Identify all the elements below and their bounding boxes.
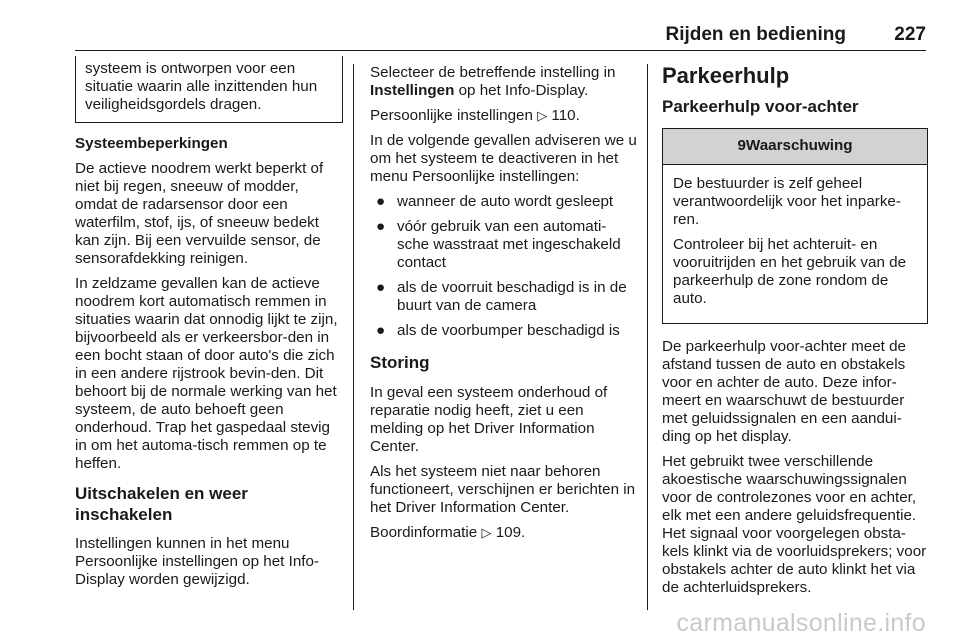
bullet-icon: ● xyxy=(376,193,386,210)
list-item: ● vóór gebruik van een automati-sche wasstraat met ingeschakeld contact xyxy=(376,218,621,271)
onoff-paragraph: Instellingen kunnen in het menu Persoonlijke instellingen op het Info-Display worden gewijzigd. xyxy=(75,535,319,588)
page-number: 227 xyxy=(894,24,926,45)
personal-settings-text: Persoonlijke instellingen xyxy=(370,107,533,124)
warning-title: Waarschuwing xyxy=(745,137,853,154)
settings-text-pre: Selecteer de betreffende instelling in xyxy=(370,64,616,81)
deactivate-paragraph: In de volgende gevallen adviseren we u om het systeem te deactiveren in het menu Persoonlijke instellingen: xyxy=(370,132,637,185)
warning-body xyxy=(663,165,927,323)
list-item: ● als de voorbumper beschadigd is xyxy=(376,322,620,339)
personal-settings-page[interactable]: 110. xyxy=(551,107,580,124)
list-item: ● wanneer de auto wordt gesleept xyxy=(376,193,614,210)
fault-paragraph-2: Als het systeem niet naar behoren functioneert, verschijnen er berichten in het Driver Information Center. xyxy=(370,463,636,516)
parking-subheading: Parkeerhulp voor-achter xyxy=(662,97,859,116)
warning-triangle-icon: 9 xyxy=(737,137,746,154)
settings-keyword: Instellingen xyxy=(370,82,455,99)
vehicle-info-page[interactable]: 109. xyxy=(495,524,526,541)
column-2 xyxy=(370,64,638,549)
deactivate-list xyxy=(370,193,638,340)
settings-paragraph xyxy=(370,64,638,100)
list-item: ● als de voorruit beschadigd is in de buurt van de camera xyxy=(376,279,627,314)
limitations-heading: Systeembeperkingen xyxy=(75,135,228,152)
column-1 xyxy=(75,60,343,596)
warning-header xyxy=(663,129,927,165)
reference-arrow-icon: ▷ xyxy=(481,525,492,540)
column-divider-2 xyxy=(647,64,648,610)
limitations-paragraph-1: De actieve noodrem werkt beperkt of niet bij regen, sneeuw of modder, omdat de radarsensor door een waterfilm, stof, ijs, of sneeuw bedekt kan zijn. Bij een vervuilde sensor, de sensorafdekking reinigen. xyxy=(75,160,324,267)
parking-paragraph-2: Het gebruikt twee verschillende akoestische waarschuwingssignalen voor de controlezones voor en achter, elk met een andere geluidsfrequentie. Het signaal voor voorgelegen obsta-kels klinkt via de voorluidsprekers; voor obstakels achter de auto klinkt het via de achterluidsprekers. xyxy=(662,453,927,596)
box-text: systeem is ontworpen voor een situatie waarin alle inzittenden hun veiligheidsgordels dragen. xyxy=(85,60,318,113)
warning-box xyxy=(662,128,928,324)
personal-settings-ref xyxy=(370,107,638,125)
warning-paragraph-2: Controleer bij het achteruit- en vooruitrijden en het gebruik van de parkeerhulp de zone rondom de auto. xyxy=(673,236,907,307)
column-divider-1 xyxy=(353,64,354,610)
warning-paragraph-1: De bestuurder is zelf geheel verantwoordelijk voor het inparke-ren. xyxy=(673,175,901,228)
watermark[interactable]: carmanualsonline.info xyxy=(676,609,926,637)
parking-paragraph-1: De parkeerhulp voor-achter meet de afstand tussen de auto en obstakels voor en achter de auto. Deze infor-meert en waarschuwt de bestuurder met geluidssignalen en een aandui-ding op het display. xyxy=(662,338,906,445)
parking-heading: Parkeerhulp xyxy=(662,63,790,88)
reference-arrow-icon: ▷ xyxy=(537,108,548,123)
vehicle-info-text: Boordinformatie xyxy=(370,524,478,541)
section-title: Rijden en bediening xyxy=(665,24,846,45)
column-3 xyxy=(662,64,928,604)
fault-heading: Storing xyxy=(370,353,430,372)
bullet-icon: ● xyxy=(376,279,386,296)
fault-paragraph-1: In geval een systeem onderhoud of reparatie nodig heeft, ziet u een melding op het Driver Information Center. xyxy=(370,384,608,455)
page-header xyxy=(75,22,926,51)
continued-note-box xyxy=(75,56,343,123)
bullet-icon: ● xyxy=(376,218,386,235)
settings-text-post: op het Info-Display. xyxy=(454,82,589,99)
bullet-icon: ● xyxy=(376,322,386,339)
onoff-heading: Uitschakelen en weer inschakelen xyxy=(75,484,248,524)
fault-paragraph-3 xyxy=(370,524,638,542)
limitations-paragraph-2: In zeldzame gevallen kan de actieve noodrem kort automatisch remmen in situaties waarin dat onnodig lijkt te zijn, bijvoorbeeld als er verkeersbor-den in een bocht staan of door auto's die zich in een andere rijstrook bevin-den. Dit behoort bij de normale werking van het systeem, de auto behoeft geen onderhoud. Trap het gaspedaal stevig in om het automa-tisch remmen op te heffen. xyxy=(75,275,338,472)
